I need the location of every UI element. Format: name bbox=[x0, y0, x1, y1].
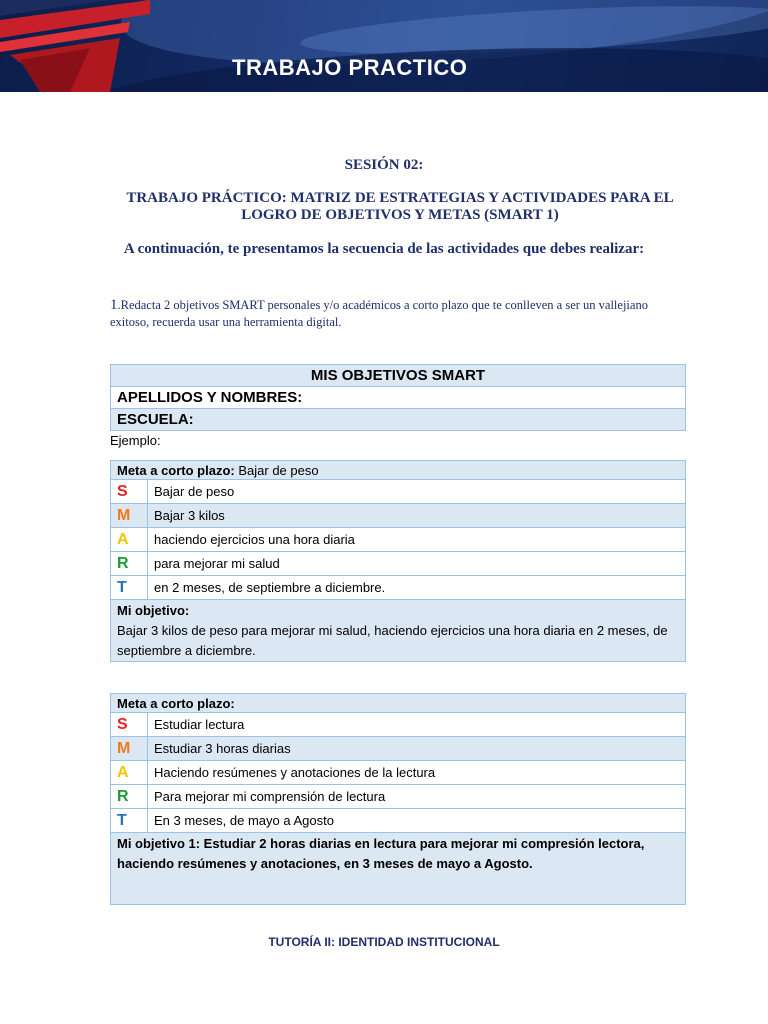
footer-text: TUTORÍA II: IDENTIDAD INSTITUCIONAL bbox=[268, 935, 500, 949]
letter-t: T bbox=[111, 576, 148, 600]
letter-m: M bbox=[111, 504, 148, 528]
objective-label: Mi objetivo: bbox=[117, 603, 190, 618]
letter-s: S bbox=[111, 480, 148, 504]
row-text: Estudiar 3 horas diarias bbox=[148, 737, 686, 761]
smart-table-title: MIS OBJETIVOS SMART bbox=[111, 365, 686, 387]
objective-cell bbox=[111, 600, 686, 662]
row-text: Para mejorar mi comprensión de lectura bbox=[148, 785, 686, 809]
document-title bbox=[100, 190, 700, 224]
meta-label: Meta a corto plazo: bbox=[117, 695, 235, 711]
intro-text: A continuación, te presentamos la secuencia de las actividades que debes realizar: bbox=[123, 241, 645, 257]
row-text: Bajar de peso bbox=[148, 480, 686, 504]
banner-title: TRABAJO PRACTICO bbox=[232, 55, 468, 80]
letter-m: M bbox=[111, 737, 148, 761]
smart-table-objective-1 bbox=[110, 693, 686, 905]
smart-header-table bbox=[110, 364, 686, 431]
meta-cell bbox=[111, 461, 686, 480]
row-text: Haciendo resúmenes y anotaciones de la lectura bbox=[148, 761, 686, 785]
meta-label: Meta a corto plazo: bbox=[117, 462, 235, 478]
objective-text: Bajar 3 kilos de peso para mejorar mi salud, haciendo ejercicios una hora diaria en 2 meses, de septiembre a diciembre. bbox=[117, 623, 668, 658]
letter-r: R bbox=[111, 552, 148, 576]
row-text: haciendo ejercicios una hora diaria bbox=[148, 528, 686, 552]
title-line: LOGRO DE OBJETIVOS Y METAS (SMART 1) bbox=[241, 207, 559, 223]
row-text: en 2 meses, de septiembre a diciembre. bbox=[148, 576, 686, 600]
smart-table-example bbox=[110, 460, 686, 662]
row-text: Estudiar lectura bbox=[148, 713, 686, 737]
instruction-text bbox=[110, 297, 690, 331]
row-text: Bajar 3 kilos bbox=[148, 504, 686, 528]
instruction-number: 1 bbox=[110, 297, 118, 313]
letter-t: T bbox=[111, 809, 148, 833]
objective-text: Mi objetivo 1: Estudiar 2 horas diarias en lectura para mejorar mi compresión lectora, haciendo resúmenes y anotaciones, en 3 meses de mayo a Agosto. bbox=[117, 836, 645, 871]
letter-a: A bbox=[111, 761, 148, 785]
objective-cell bbox=[111, 833, 686, 905]
example-label: Ejemplo: bbox=[110, 433, 161, 448]
meta-value: Bajar de peso bbox=[234, 462, 319, 478]
title-line: TRABAJO PRÁCTICO: MATRIZ DE ESTRATEGIAS Y ACTIVIDADES PARA EL bbox=[126, 190, 674, 206]
letter-r: R bbox=[111, 785, 148, 809]
university-logo-icon bbox=[0, 0, 150, 92]
names-field: APELLIDOS Y NOMBRES: bbox=[111, 387, 686, 409]
meta-cell bbox=[111, 694, 686, 713]
row-text: En 3 meses, de mayo a Agosto bbox=[148, 809, 686, 833]
row-text: para mejorar mi salud bbox=[148, 552, 686, 576]
instruction-body: .Redacta 2 objetivos SMART personales y/o académicos a corto plazo que te conlleven a ser un vallejiano exitoso, recuerda usar una herramienta digital. bbox=[110, 298, 648, 329]
session-heading: SESIÓN 02: bbox=[344, 157, 424, 173]
letter-s: S bbox=[111, 713, 148, 737]
letter-a: A bbox=[111, 528, 148, 552]
header-banner bbox=[0, 0, 768, 92]
school-field: ESCUELA: bbox=[111, 409, 686, 431]
